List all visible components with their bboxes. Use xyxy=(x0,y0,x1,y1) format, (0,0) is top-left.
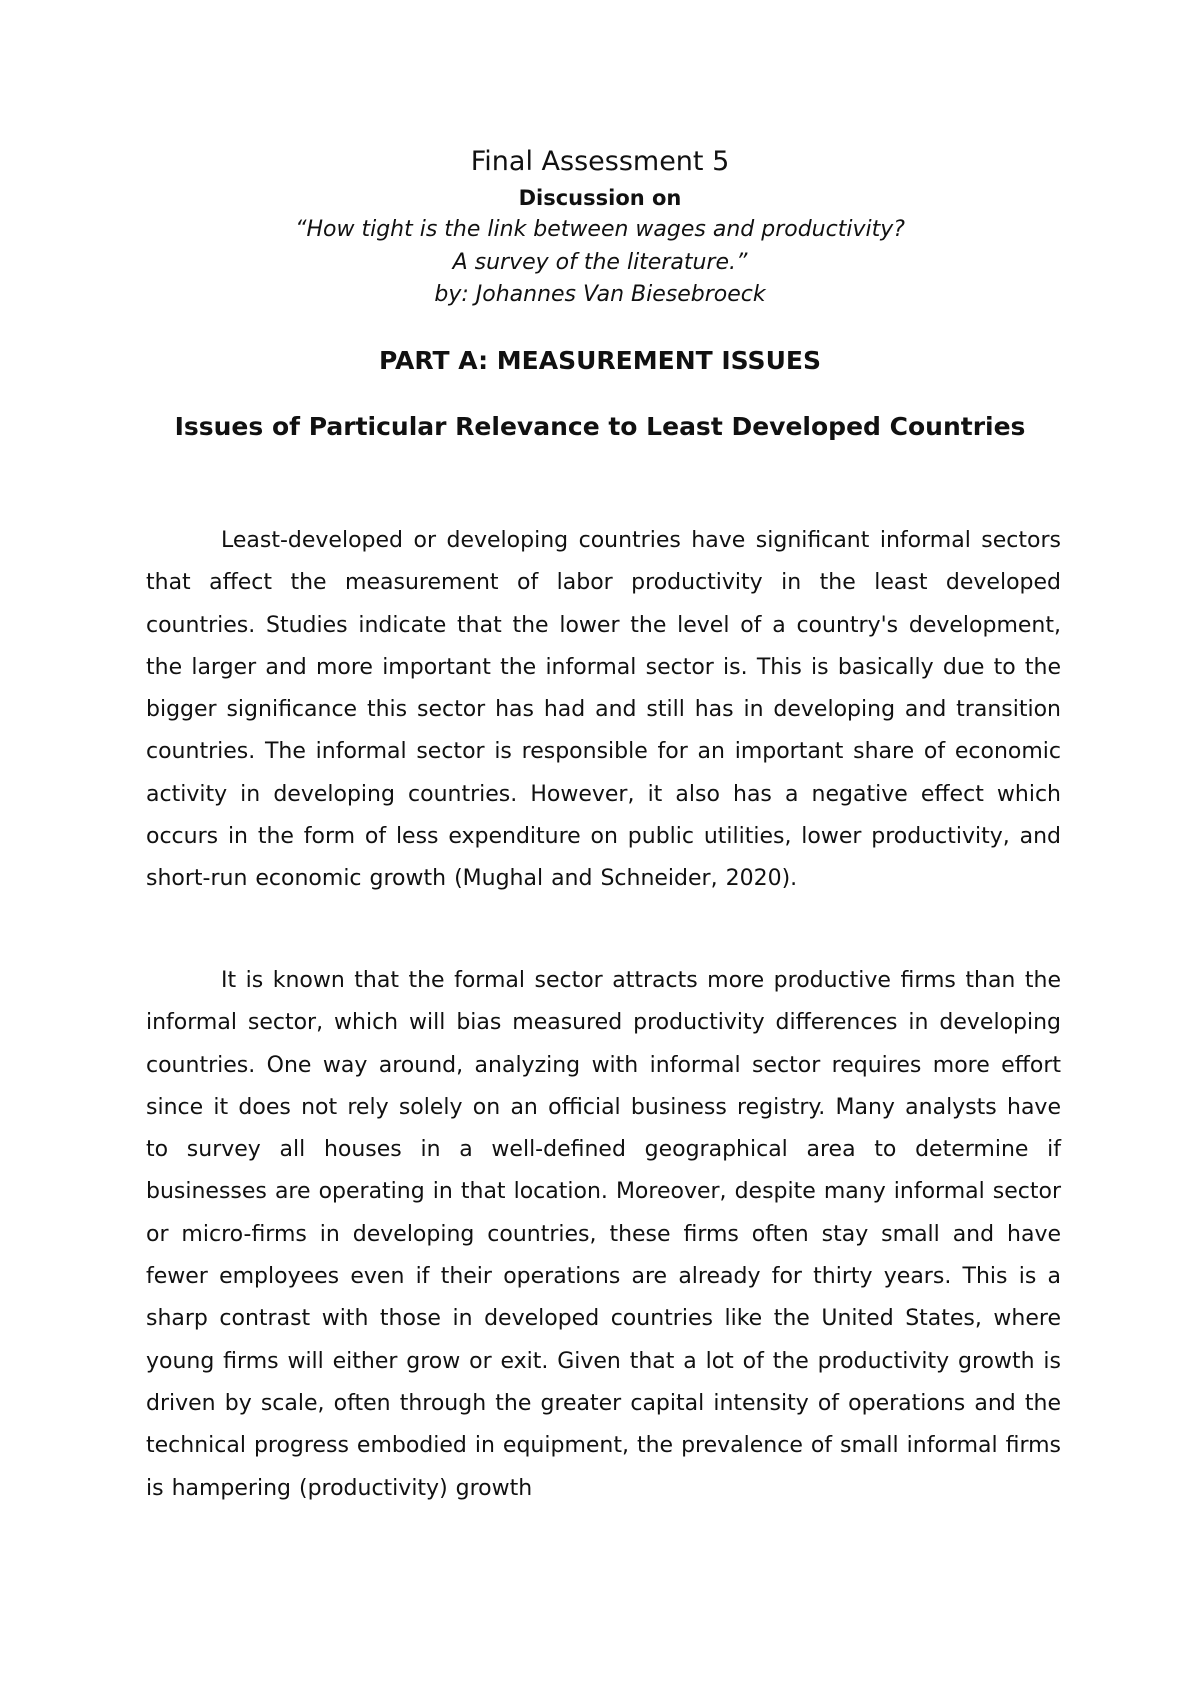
section-heading: Issues of Particular Relevance to Least Developed Countries xyxy=(174,412,1026,441)
part-heading: PART A: MEASUREMENT ISSUES xyxy=(379,346,821,375)
paper-title-line-2: A survey of the literature.” xyxy=(452,250,748,275)
author-line: by: Johannes Van Biesebroeck xyxy=(434,282,766,307)
body-paragraph: It is known that the formal sector attracts more productive firms than the informal sector, which will bias measured productivity differences in developing countries. One way around, analyzing with informal sector requires more effort since it does not rely solely on an official business registry. Many analysts have to survey all houses in a well-defined geographical area to determine if businesses are operating in that location. Moreover, despite many informal sector or micro-firms in developing countries, these firms often stay small and have fewer employees even if their operations are already for thirty years. This is a sharp contrast with those in developed countries like the United States, where young firms will either grow or exit. Given that a lot of the productivity growth is driven by scale, often through the greater capital intensity of operations and the technical progress embodied in equipment, the prevalence of small informal firms is hampering (productivity) growth xyxy=(146,968,1061,1501)
document-title: Final Assessment 5 xyxy=(470,146,730,177)
document-subtitle: Discussion on xyxy=(518,186,682,210)
paper-title-line-1: “How tight is the link between wages and productivity? xyxy=(295,217,905,242)
body-paragraph: Least-developed or developing countries have significant informal sectors that affect the measurement of labor productivity in the least developed countries. Studies indicate that the lower the level of a country's development, the larger and more important the informal sector is. This is basically due to the bigger significance this sector has had and still has in developing and transition countries. The informal sector is responsible for an important share of economic activity in developing countries. However, it also has a negative effect which occurs in the form of less expenditure on public utilities, lower productivity, and short-run economic growth (Mughal and Schneider, 2020). xyxy=(146,528,1061,892)
